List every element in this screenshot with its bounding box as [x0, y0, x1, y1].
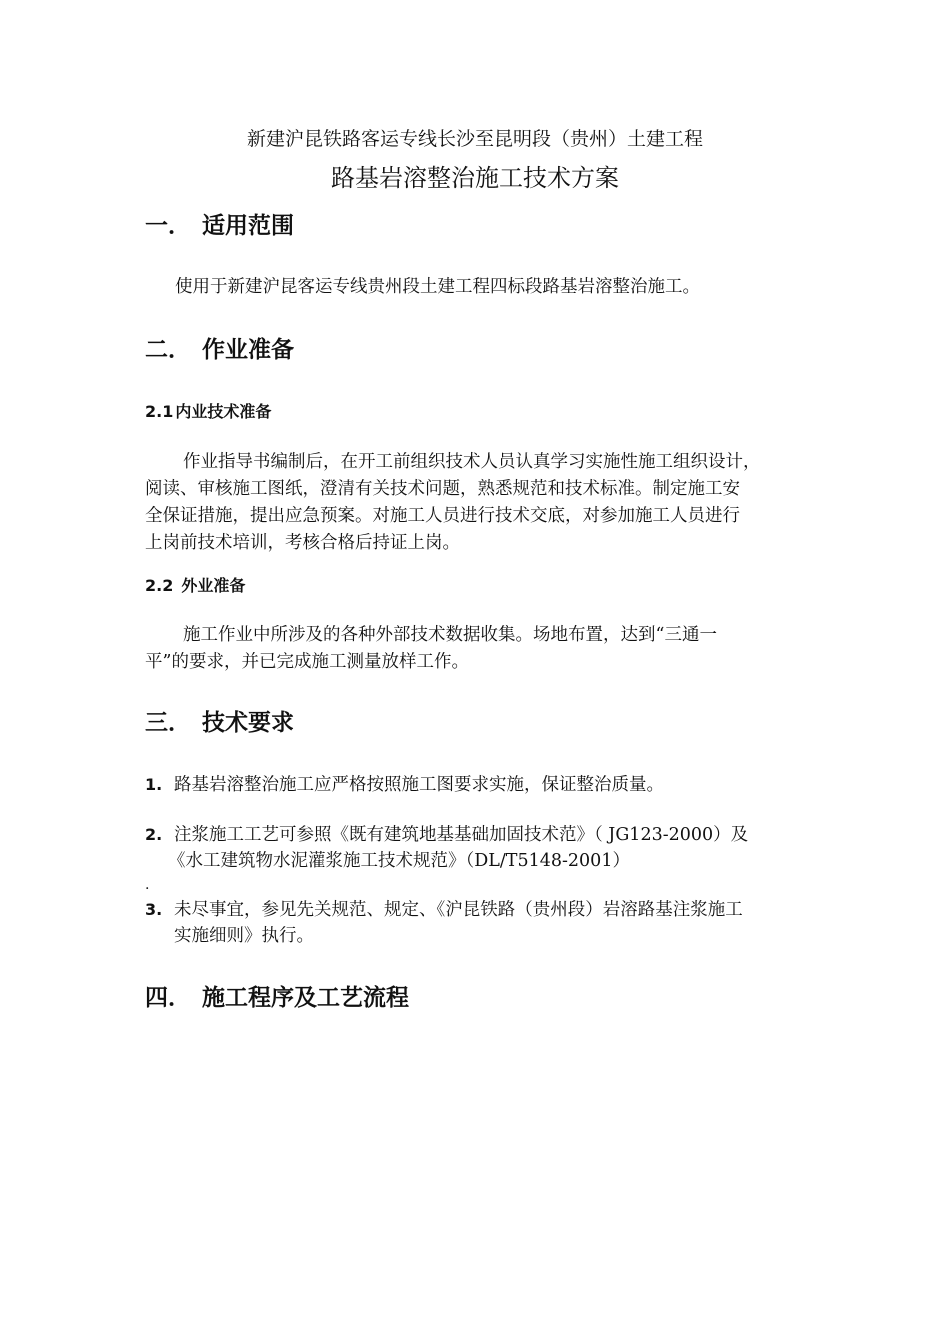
- section-4-title: 施工程序及工艺流程: [202, 985, 409, 1011]
- list-marker: 2.: [145, 825, 163, 844]
- subsection-2-1-paragraph: [145, 449, 820, 557]
- section-4-number: 四．: [145, 985, 191, 1011]
- subsection-2-2-title: 外业准备: [181, 576, 246, 595]
- list-marker: 1.: [145, 775, 163, 794]
- list-item-3: [145, 897, 825, 949]
- document-subtitle: 新建沪昆铁路客运专线长沙至昆明段（贵州）土建工程: [246, 128, 703, 150]
- document-title: 路基岩溶整治施工技术方案: [331, 164, 619, 192]
- list-item-line: 路基岩溶整治施工应严格按照施工图要求实施，保证整治质量。: [174, 775, 664, 795]
- paragraph-line: 平”的要求，并已完成施工测量放样工作。: [145, 652, 469, 672]
- stray-period: .: [145, 877, 150, 893]
- list-item-line: 实施细则》执行。: [174, 926, 314, 946]
- section-4-heading: [145, 983, 409, 1013]
- subsection-2-1-title: 内业技术准备: [175, 402, 272, 421]
- section-1-heading: [145, 211, 294, 241]
- section-1-paragraph: [145, 274, 820, 301]
- list-item-2: [145, 822, 825, 874]
- section-3-heading: [145, 708, 294, 738]
- section-3-number: 三．: [145, 710, 191, 736]
- section-2-number: 二．: [145, 337, 191, 363]
- list-item-line: 未尽事宜，参见先关规范、规定、《沪昆铁路（贵州段）岩溶路基注浆施工: [174, 900, 743, 920]
- paragraph-line: 作业指导书编制后，在开工前组织技术人员认真学习实施性施工组织设计，: [183, 452, 761, 472]
- paragraph-line: 施工作业中所涉及的各种外部技术数据收集。场地布置，达到“三通一: [183, 625, 717, 645]
- section-2-heading: [145, 335, 294, 365]
- subsection-2-2-heading: [145, 575, 245, 597]
- section-1-title: 适用范围: [202, 213, 294, 239]
- list-item-1: [145, 772, 825, 798]
- section-2-title: 作业准备: [202, 337, 294, 363]
- subsection-2-2-paragraph: [145, 622, 820, 676]
- list-marker: 3.: [145, 900, 163, 919]
- section-1-number: 一．: [145, 213, 191, 239]
- list-item-line: 《水工建筑物水泥灌浆施工技术规范》（DL/T5148-2001）: [168, 851, 630, 871]
- subsection-2-2-number: 2.2: [145, 576, 174, 595]
- list-item-line: 注浆施工工艺可参照《既有建筑地基基础加固技术范》（ JG123-2000）及: [174, 825, 749, 845]
- subsection-2-1-number: 2.1: [145, 402, 174, 421]
- paragraph-line: 使用于新建沪昆客运专线贵州段土建工程四标段路基岩溶整治施工。: [175, 277, 700, 297]
- paragraph-line: 阅读、审核施工图纸，澄清有关技术问题，熟悉规范和技术标准。制定施工安: [145, 479, 740, 499]
- paragraph-line: 全保证措施，提出应急预案。对施工人员进行技术交底，对参加施工人员进行: [145, 506, 740, 526]
- section-3-title: 技术要求: [202, 710, 294, 736]
- subsection-2-1-heading: [145, 401, 271, 423]
- paragraph-line: 上岗前技术培训，考核合格后持证上岗。: [145, 533, 460, 553]
